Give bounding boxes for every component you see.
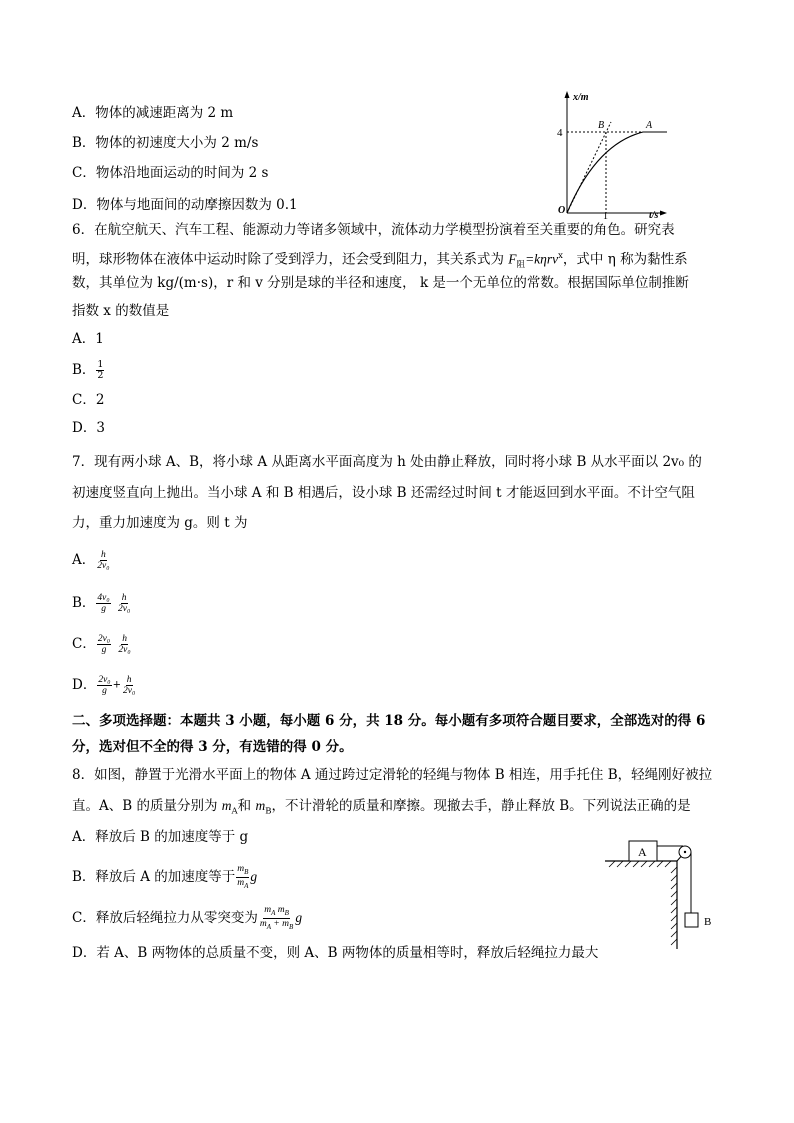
graph-point-a-label: A <box>646 120 653 131</box>
q6-option-b <box>72 360 105 381</box>
q6-line2-text: 明，球形物体在液体中运动时除了受到浮力，还会受到阻力，其关系式为 <box>72 251 509 268</box>
q8-line2-and: 和 <box>237 798 256 814</box>
graph-y-tick-4: 4 <box>557 127 563 139</box>
q7-option-b-num-1: 4v₀ <box>97 593 110 603</box>
q7-stem-line-2: 初速度竖直向上抛出。当小球 A 和 B 相遇后，设小球 B 还需经过时间 t 才能返回到水平面。不计空气阻 <box>72 485 695 501</box>
q7-option-b-den-2: 2v₀ <box>118 604 131 614</box>
graph-x-axis-arrow <box>660 211 667 216</box>
q7-option-d-den-1: g <box>102 686 107 696</box>
q8-option-c-den: $m_A + m_B$ <box>259 918 294 931</box>
q8-option-c-fraction <box>259 905 294 932</box>
q6-option-c: C．2 <box>72 392 105 408</box>
q6-option-d: D．3 <box>72 420 105 436</box>
q6-option-a: A．1 <box>72 331 104 347</box>
q7-option-a-label: A． <box>72 552 96 568</box>
q8-option-b-fraction <box>236 864 249 891</box>
q5-option-b: B．物体的初速度大小为 2 m/s <box>72 135 259 151</box>
block-b <box>685 913 698 927</box>
q8-option-c-text: C．释放后轻绳拉力从零突变为 <box>72 909 258 926</box>
q8-stem-line-1: 8．如图，静置于光滑水平面上的物体 A 通过跨过定滑轮的轻绳与物体 B 相连，用手托住 B，轻绳刚好被拉 <box>72 767 713 783</box>
q7-option-c-fraction-1 <box>97 634 111 655</box>
q8-mass-b-sub: B <box>265 806 272 817</box>
q7-option-b-label: B． <box>72 595 96 611</box>
q6-formula-exp: x <box>558 251 563 261</box>
q6-option-b-label: B． <box>72 362 96 378</box>
q5-option-d: D．物体与地面间的动摩擦因数为 0.1 <box>72 197 298 213</box>
section-2-heading-line-1: 二、多项选择题：本题共 3 小题，每小题 6 分，共 18 分。每小题有多项符合题目要求，全部选对的得 6 <box>72 713 706 729</box>
q6-line2-tail: ，式中 η 称为黏性系 <box>562 251 688 268</box>
q5-option-c: C．物体沿地面运动的时间为 2 s <box>72 165 269 181</box>
q6-option-b-num: 1 <box>97 359 104 370</box>
q7-option-d-fraction-2 <box>122 675 136 696</box>
q6-formula-f: F <box>508 251 517 267</box>
q7-stem-line-3: 力，重力加速度为 g。则 t 为 <box>72 515 248 531</box>
q7-option-a-num: h <box>101 550 106 560</box>
q8-option-b-den: $m_A$ <box>237 877 249 890</box>
q7-option-c-label: C． <box>72 636 96 652</box>
q8-mass-a-sub: A <box>231 806 238 817</box>
graph-origin-label: O <box>558 205 566 216</box>
q7-option-d-plus: + <box>112 679 121 691</box>
q6-option-b-den: 2 <box>97 370 104 381</box>
section-2-heading-line-2: 分，选对但不全的得 3 分，有选错的得 0 分。 <box>72 739 353 755</box>
q6-stem-line-1: 6．在航空航天、汽车工程、能源动力等诸多领域中，流体动力学模型扮演着至关重要的角色。研究表 <box>72 222 675 238</box>
position-time-graph <box>555 88 670 220</box>
q7-option-c-fraction-2 <box>117 634 131 655</box>
graph-x-label: t/s <box>649 210 659 220</box>
q5-option-a: A．物体的减速距离为 2 m <box>72 105 234 121</box>
q7-stem-line-1: 7．现有两小球 A、B，将小球 A 从距离水平面高度为 h 处由静止释放，同时将小球 B 从水平面以 2v₀ 的 <box>72 454 702 470</box>
q6-formula-body: =kηrv <box>525 251 559 267</box>
q8-mass-b: m <box>255 798 266 813</box>
q8-option-b-text: B．释放后 A 的加速度等于 <box>72 868 236 885</box>
q8-mass-a: m <box>221 798 232 813</box>
q7-option-d <box>72 675 137 696</box>
q8-option-b-g: g <box>250 868 258 884</box>
q7-option-c <box>72 634 133 655</box>
q7-option-d-num-1: 2v₀ <box>98 675 111 685</box>
q7-option-d-fraction-1 <box>97 675 111 696</box>
q7-option-a-fraction <box>96 550 110 571</box>
q6-stem-line-2 <box>72 247 688 274</box>
q6-stem-line-3: 数，其单位为 kg/(m·s)，r 和 v 分别是球的半径和速度， k 是一个无单位的常数。根据国际单位制推断 <box>72 275 689 291</box>
q8-option-a: A．释放后 B 的加速度等于 g <box>72 829 249 845</box>
q8-option-b <box>72 864 257 891</box>
q6-formula-sub: 阻 <box>516 260 526 271</box>
q7-option-d-num-2: h <box>126 675 132 685</box>
q7-option-d-label: D． <box>72 677 97 693</box>
q7-option-c-den-2: 2v₀ <box>118 645 131 655</box>
graph-x-tick-1: 1 <box>603 211 608 220</box>
block-a-label: A <box>638 845 647 859</box>
q7-option-d-den-2: 2v₀ <box>123 686 136 696</box>
q6-stem-line-4: 指数 x 的数值是 <box>72 303 170 319</box>
q7-option-b-den-1: g <box>101 604 106 614</box>
q7-option-b-fraction-1 <box>96 593 110 614</box>
q7-option-c-num-2: h <box>122 634 127 644</box>
graph-y-axis-arrow <box>565 91 570 98</box>
q7-option-a <box>72 550 112 571</box>
graph-y-label: x/m <box>573 92 589 103</box>
pulley-axle <box>684 851 686 853</box>
q8-option-c-g: g <box>295 909 303 925</box>
q8-option-c-num: $m_A$ $m_B$ <box>264 905 289 917</box>
q8-option-b-num: $m_B$ <box>237 864 249 876</box>
q8-option-c <box>72 905 302 932</box>
q8-line2-tail: ，不计滑轮的质量和摩擦。现撤去手，静止释放 B。下列说法正确的是 <box>271 798 691 814</box>
pulley-diagram <box>605 837 723 953</box>
q7-option-b <box>72 593 132 614</box>
q8-line2-text: 直。A、B 的质量分别为 <box>72 798 222 814</box>
block-b-label: B <box>704 916 712 928</box>
q8-option-d: D．若 A、B 两物体的总质量不变，则 A、B 两物体的质量相等时，释放后轻绳拉力最大 <box>72 945 599 961</box>
q7-option-b-fraction-2 <box>117 593 131 614</box>
q7-option-c-den-1: g <box>101 645 107 655</box>
q6-option-b-fraction <box>96 360 104 381</box>
q7-option-a-den: 2v₀ <box>97 561 110 571</box>
table-hatching <box>609 861 677 945</box>
graph-curve <box>567 132 667 213</box>
q7-option-c-num-1: 2v₀ <box>97 634 111 644</box>
q8-stem-line-2 <box>72 797 691 821</box>
graph-point-b-label: B <box>598 120 605 131</box>
q7-option-b-num-2: h <box>121 593 127 603</box>
